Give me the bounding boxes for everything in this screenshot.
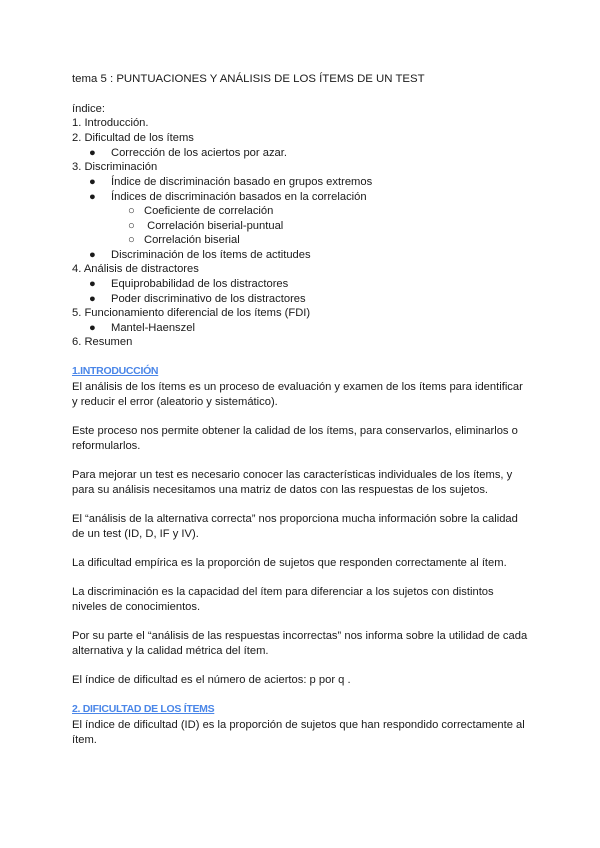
paragraph-line: El análisis de los ítems es un proceso de evaluación y examen de los ítems para identificar [72, 381, 523, 393]
bullet-icon: ● [89, 278, 96, 290]
circle-bullet-icon: ○ [128, 220, 135, 232]
toc-subitem: ● Corrección de los aciertos por azar. [89, 147, 287, 159]
paragraph-line: para su análisis necesitamos una matriz de datos con las respuestas de los sujetos. [72, 484, 489, 496]
paragraph-line: ítem. [72, 734, 97, 746]
toc-subsubitem: ○ Coeficiente de correlación [128, 205, 274, 217]
section-heading-dificultad: 2. DIFICULTAD DE LOS ÍTEMS [72, 703, 215, 715]
toc-subitem: ● Mantel-Haenszel [89, 322, 195, 334]
toc-subsubitem: ○ Correlación biserial [128, 234, 240, 246]
paragraph-line: Este proceso nos permite obtener la calidad de los ítems, para conservarlos, eliminarlos o [72, 425, 518, 437]
paragraph-line: El índice de dificultad (ID) es la proporción de sujetos que han respondido correctamente al [72, 719, 525, 731]
paragraph-line: niveles de conocimientos. [72, 601, 201, 613]
toc-subitem: ● Discriminación de los ítems de actitudes [89, 249, 311, 261]
toc-item: 3. Discriminación [72, 161, 158, 173]
section-heading-introduccion: 1.INTRODUCCIÓN [72, 365, 159, 377]
paragraph-line: Para mejorar un test es necesario conocer las características individuales de los ítems, y [72, 469, 513, 481]
paragraph-line: La discriminación es la capacidad del ítem para diferenciar a los sujetos con distintos [72, 586, 494, 598]
toc-item: 6. Resumen [72, 336, 133, 348]
paragraph-line: La dificultad empírica es la proporción de sujetos que responden correctamente al ítem. [72, 557, 507, 569]
toc-item: 4. Análisis de distractores [72, 263, 199, 275]
bullet-icon: ● [89, 147, 96, 159]
document-title: tema 5 : PUNTUACIONES Y ANÁLISIS DE LOS ÍTEMS DE UN TEST [72, 73, 425, 85]
toc-item: 2. Dificultad de los ítems [72, 132, 194, 144]
bullet-icon: ● [89, 293, 96, 305]
paragraph-line: de un test (ID, D, IF y IV). [72, 528, 199, 540]
toc-subitem: ● Equiprobabilidad de los distractores [89, 278, 289, 290]
toc-item: 5. Funcionamiento diferencial de los ítems (FDI) [72, 307, 311, 319]
toc-subitem: ● Poder discriminativo de los distractores [89, 293, 306, 305]
paragraph-line: El índice de dificultad es el número de aciertos: p por q . [72, 674, 351, 686]
paragraph-line: alternativa y la calidad métrica del ítem. [72, 645, 269, 657]
toc-subsubitem: ○ Correlación biserial-puntual [128, 220, 284, 232]
paragraph-line: reformularlos. [72, 440, 141, 452]
bullet-icon: ● [89, 249, 96, 261]
toc-subitem: ● Índice de discriminación basado en grupos extremos [89, 176, 373, 188]
bullet-icon: ● [89, 322, 96, 334]
circle-bullet-icon: ○ [128, 234, 135, 246]
toc-item: 1. Introducción. [72, 117, 149, 129]
paragraph-line: El “análisis de la alternativa correcta” nos proporciona mucha información sobre la calidad [72, 513, 518, 525]
paragraph-line: Por su parte el “análisis de las respuestas incorrectas” nos informa sobre la utilidad de cada [72, 630, 528, 642]
toc-subitem: ● Índices de discriminación basados en la correlación [89, 191, 367, 203]
bullet-icon: ● [89, 176, 96, 188]
paragraph-line: y reducir el error (aleatorio y sistemático). [72, 396, 278, 408]
circle-bullet-icon: ○ [128, 205, 135, 217]
bullet-icon: ● [89, 191, 96, 203]
index-label: índice: [72, 103, 105, 115]
